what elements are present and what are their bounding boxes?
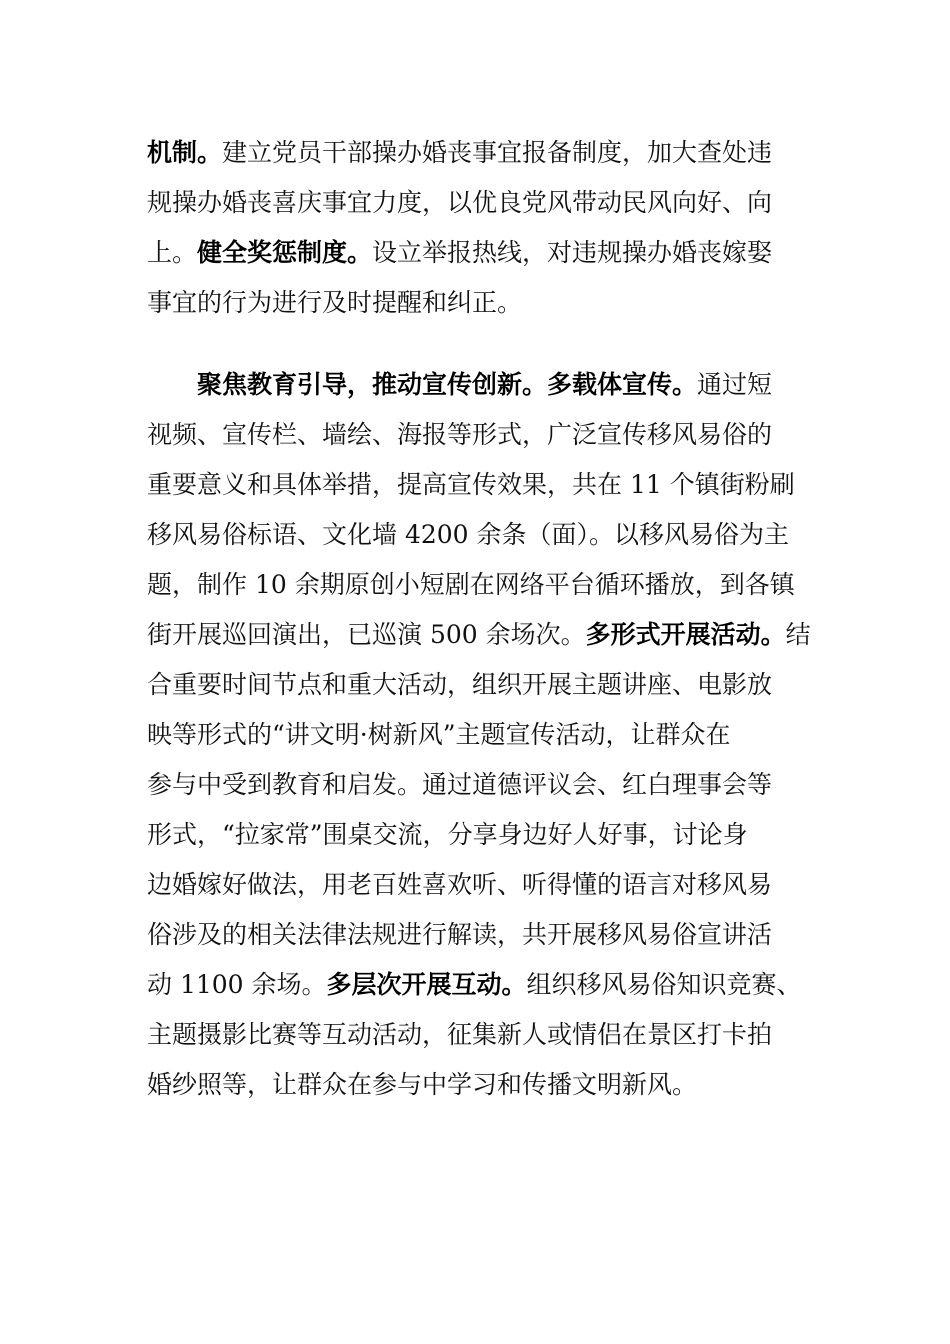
body-text: 组织移风易俗知识竞赛、: [526, 970, 802, 999]
text-line: [147, 610, 811, 660]
body-text: 建立党员干部操办婚丧事宜报备制度，加大查处违: [222, 138, 773, 167]
text-line: [147, 228, 807, 278]
body-text: 通过短: [697, 370, 773, 399]
text-line: [147, 1010, 807, 1060]
body-text: 主题摄影比赛等互动活动，征集新人或情侣在景区打卡拍: [147, 1020, 773, 1049]
body-text: 边婚嫁好做法，用老百姓喜欢听、听得懂的语言对移风易: [147, 870, 773, 899]
body-text: 动 1100 余场。: [147, 970, 327, 999]
body-text: 参与中受到教育和启发。通过道德评议会、红白理事会等: [147, 770, 773, 799]
text-line: [147, 128, 807, 178]
text-line: [147, 810, 807, 860]
body-text: 婚纱照等，让群众在参与中学习和传播文明新风。: [147, 1070, 698, 1099]
text-line: [147, 710, 807, 760]
body-text: 移风易俗标语、文化墙 4200 余条（面）。以移风易俗为主: [147, 520, 790, 549]
body-text: 视频、宣传栏、墙绘、海报等形式，广泛宣传移风易俗的: [147, 420, 773, 449]
text-line: [147, 410, 807, 460]
body-text: 事宜的行为进行及时提醒和纠正。: [147, 288, 523, 317]
body-text: 上。: [147, 238, 198, 267]
body-text: 题，制作 10 余期原创小短剧在网络平台循环播放，到各镇: [147, 570, 795, 599]
text-line: [147, 510, 807, 560]
text-line: [147, 1060, 807, 1110]
text-line: [147, 960, 807, 1010]
body-text: 规操办婚丧喜庆事宜力度，以优良党风带动民风向好、向: [147, 188, 773, 217]
text-line: [147, 860, 807, 910]
paragraph-education-guidance: [147, 360, 811, 1110]
body-text: 俗涉及的相关法律法规进行解读，共开展移风易俗宣讲活: [147, 920, 773, 949]
text-line: [147, 178, 807, 228]
body-text: 重要意义和具体举措，提高宣传效果，共在 11 个镇街粉刷: [147, 470, 795, 499]
body-text: 街开展巡回演出，已巡演 500 余场次。: [147, 620, 586, 649]
body-text: 形式，“拉家常”围桌交流，分享身边好人好事，讨论身: [147, 820, 748, 849]
body-text: 结: [785, 620, 811, 649]
bold-heading-text: 多形式开展活动。: [585, 620, 786, 649]
text-line: [147, 560, 807, 610]
text-line: [147, 760, 807, 810]
bold-heading-text: 机制。: [147, 138, 223, 167]
body-text: 设立举报热线，对违规操办婚丧嫁娶: [372, 238, 773, 267]
text-line: [147, 360, 807, 410]
text-line: [147, 278, 807, 328]
text-line: [147, 660, 807, 710]
paragraph-marriage-reporting: [147, 128, 807, 328]
body-text: 映等形式的“讲文明·树新风”主题宣传活动，让群众在: [147, 720, 731, 749]
bold-heading-text: 聚焦教育引导，推动宣传创新。多载体宣传。: [197, 370, 698, 399]
text-line: [147, 460, 807, 510]
bold-heading-text: 多层次开展互动。: [326, 970, 527, 999]
body-text: 合重要时间节点和重大活动，组织开展主题讲座、电影放: [147, 670, 773, 699]
text-line: [147, 910, 807, 960]
bold-heading-text: 健全奖惩制度。: [197, 238, 373, 267]
